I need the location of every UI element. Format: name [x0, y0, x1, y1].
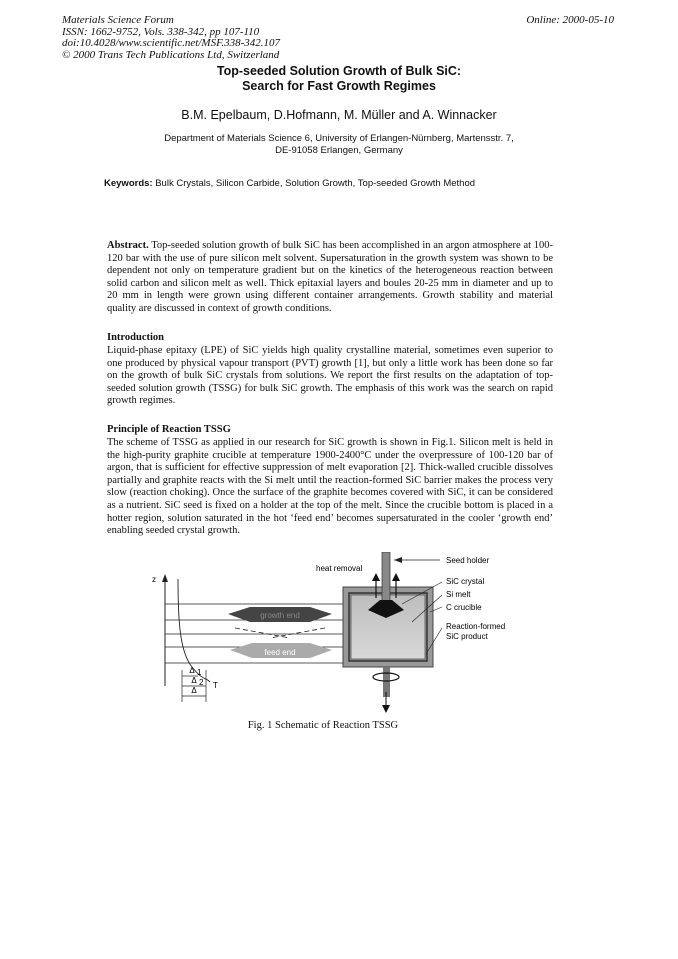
delta2-symbol: Δ: [191, 676, 197, 685]
heat-removal-label: heat removal: [316, 564, 363, 573]
paper-title: [0, 64, 678, 94]
principle-text: The scheme of TSSG as applied in our research for SiC growth is shown in Fig.1. Silicon melt is held in the high-purity graphite crucible at temperature 1900-2400°C under the overpressure of 100-120 bar of argon, that is sufficient for effective suppression of melt evaporation [2]. Thick-walled crucible dissolves partially and graphite reacts with the Si melt until the reaction-formed SiC barrier makes the process very slow (reaction choking). Once the surface of the graphite becomes covered with SiC, it can be considered as a nutrient. SiC seed is fixed on a holder at the top of the melt. Since the crucible bottom is placed in a hotter region, solution saturated in the hot ‘feed end’ becomes supersaturated in the cooler ‘growth end’ enabling seeded crystal growth.: [107, 437, 553, 537]
delta2-subscript: 2: [199, 678, 204, 687]
t-axis-label: T: [213, 681, 218, 690]
delta1-subscript: 1: [197, 668, 202, 677]
affiliation-line-1: Department of Materials Science 6, University of Erlangen-Nürnberg, Martensstr. 7,: [164, 133, 514, 144]
title-line-2: Search for Fast Growth Regimes: [242, 79, 436, 93]
figure-1-schematic: [140, 552, 520, 717]
abstract: [107, 240, 553, 316]
authors: B.M. Epelbaum, D.Hofmann, M. Müller and A. Winnacker: [181, 108, 497, 122]
affiliation-line-2: DE-91058 Erlangen, Germany: [275, 145, 403, 156]
z-axis-arrow: [162, 574, 168, 582]
affiliation: [0, 133, 678, 157]
feed-end-label: feed end: [264, 648, 296, 657]
journal-name: Materials Science Forum: [62, 14, 174, 26]
si-melt-label: Si melt: [446, 590, 471, 599]
seed-holder-rod: [382, 552, 390, 607]
abstract-label: Abstract.: [107, 240, 149, 251]
journal-header: [62, 15, 280, 61]
z-axis-label: z: [152, 575, 156, 584]
online-date: Online: 2000-05-10: [526, 14, 614, 26]
growth-end-label: growth end: [260, 611, 300, 620]
doi-line: doi:10.4028/www.scientific.net/MSF.338-342.107: [62, 37, 281, 49]
flow-line-1: [235, 628, 290, 638]
keywords: [104, 178, 475, 189]
heat-arrowhead-right: [392, 573, 400, 581]
c-crucible-label: C crucible: [446, 603, 482, 612]
sic-crystal-label: SiC crystal: [446, 577, 485, 586]
flow-line-2: [270, 628, 325, 638]
issn-line: ISSN: 1662-9752, Vols. 338-342, pp 107-110: [62, 25, 260, 38]
keywords-label: Keywords:: [104, 178, 153, 189]
copyright-line: © 2000 Trans Tech Publications Ltd, Switzerland: [62, 48, 280, 61]
reaction-formed-label-1: Reaction-formed: [446, 622, 506, 631]
title-line-1: Top-seeded Solution Growth of Bulk SiC:: [216, 64, 462, 78]
introduction-text: Liquid-phase epitaxy (LPE) of SiC yields high quality crystalline material, sometimes even superior to one produced by physical vapour transport (PVT) growth [1], but only a little work has been done so far on the growth of bulk SiC crystals from solutions. We report the first results on the adaptation of top-seeded solution growth (TSSG) for bulk SiC growth. The emphasis of this work was the search on rapid growth regimes.: [107, 345, 553, 407]
reaction-formed-label-2: SiC product: [446, 632, 488, 641]
figure-caption: Fig. 1 Schematic of Reaction TSSG: [247, 720, 399, 731]
heat-arrowhead-left: [372, 573, 380, 581]
delta-symbol: Δ: [191, 686, 197, 695]
seed-holder-label: Seed holder: [446, 556, 490, 565]
delta1-symbol: Δ: [189, 666, 195, 675]
abstract-text: Top-seeded solution growth of bulk SiC has been accomplished in an argon atmosphere at 100-120 bar with the use of pure silicon melt solvent. Supersaturation in the growth system was shown to be dependent not only on temperature gradient but on the kinetics of the heterogeneous reaction between solid carbon and silicon melt as well. Thick epitaxial layers and boules 20-25 mm in diameter and up to 20 mm in length were grown using different container arrangements. Growth stability and material quality are discussed in context of growth conditions.: [107, 240, 553, 314]
introduction-heading: Introduction: [107, 332, 164, 343]
bottom-arrowhead: [382, 705, 390, 713]
principle-heading: Principle of Reaction TSSG: [107, 424, 231, 435]
keywords-text: Bulk Crystals, Silicon Carbide, Solution Growth, Top-seeded Growth Method: [155, 178, 476, 189]
